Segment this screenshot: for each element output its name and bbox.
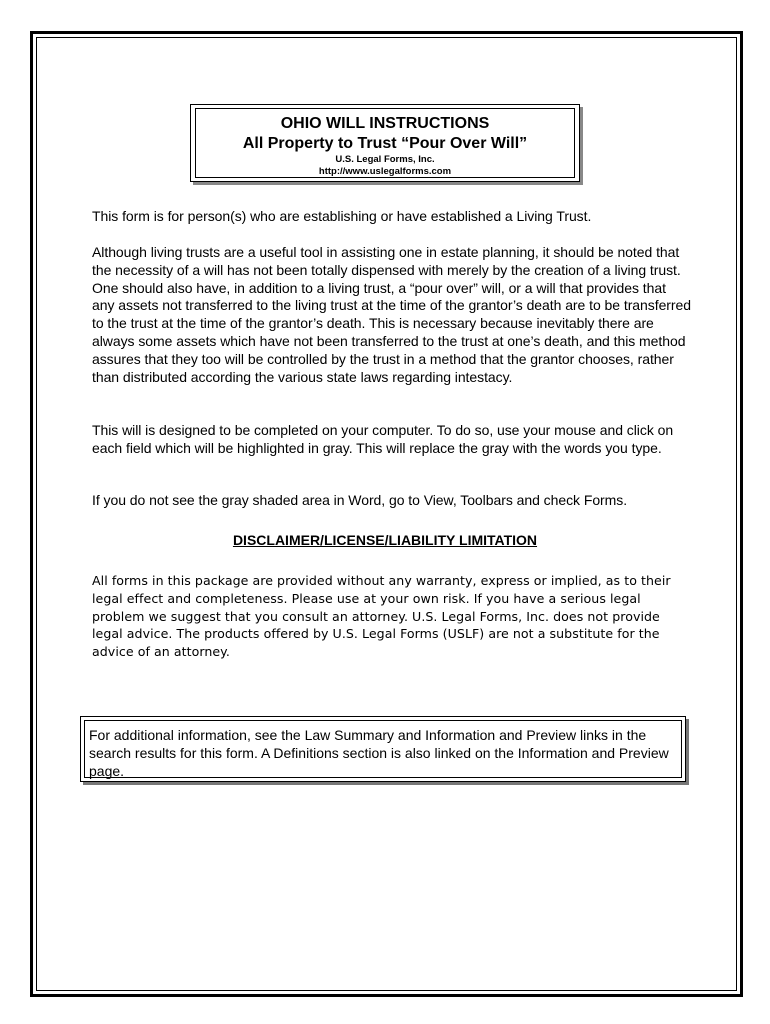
document-subtitle: All Property to Trust “Pour Over Will” (242, 135, 528, 152)
publisher-url: http://www.uslegalforms.com (318, 166, 452, 177)
title-box (190, 104, 580, 182)
explanation-paragraph: Although living trusts are a useful tool in assisting one in estate planning, it should be noted that the necessity of a will has not been totally dispensed with merely by the creation of a living trust. One should also have, in addition to a living trust, a “pour over” will, or a will that provides that any assets not transferred to the living trust at the time of the grantor’s death are to be transferred to the trust at the time of the grantor’s death. This is necessary because inevitably there are always some assets which have not been transferred to the trust at one’s death, and this method assures that they too will be controlled by the trust in a method that the grantor chooses, rather than distributed according the various state laws regarding intestacy. (92, 244, 691, 385)
completion-paragraph: This will is designed to be completed on your computer. To do so, use your mouse and click on each field which will be highlighted in gray. This will replace the gray with the words you type. (92, 422, 674, 456)
document-title: OHIO WILL INSTRUCTIONS (280, 115, 490, 132)
publisher-name: U.S. Legal Forms, Inc. (335, 154, 435, 165)
disclaimer-paragraph: All forms in this package are provided without any warranty, express or implied, as to their legal effect and completeness. Please use at your own risk. If you have a serious legal problem we suggest that you consult an attorney. U.S. Legal Forms, Inc. does not provide legal advice. The products offered by U.S. Legal Forms (USLF) are not a substitute for the advice of an attorney. (92, 573, 671, 660)
title-box-inner (195, 108, 575, 178)
info-box (80, 716, 686, 782)
intro-paragraph: This form is for person(s) who are establishing or have established a Living Trust. (92, 208, 592, 224)
word-note-paragraph: If you do not see the gray shaded area in Word, go to View, Toolbars and check Forms. (92, 492, 628, 508)
info-box-text: For additional information, see the Law Summary and Information and Preview links in the search results for this form. A Definitions section is also linked on the Information and Preview page. (84, 720, 682, 778)
disclaimer-heading: DISCLAIMER/LICENSE/LIABILITY LIMITATION (232, 532, 538, 548)
